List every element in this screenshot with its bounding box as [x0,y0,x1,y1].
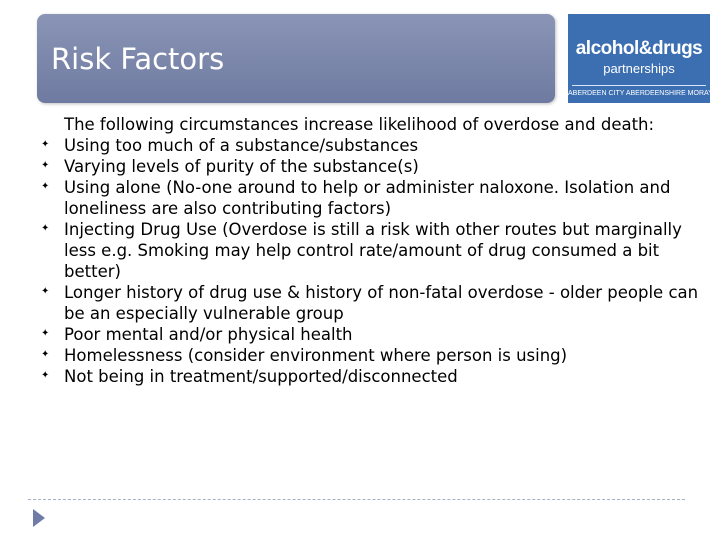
list-item [40,156,705,177]
bullet-icon: ✦ [41,223,50,234]
logo-regions-text: ABERDEEN CITY ABERDEENSHIRE MORAY [568,90,713,97]
bullet-icon: ✦ [41,181,50,192]
list-item-text: Using alone (No-one around to help or administer naloxone. Isolation and loneliness are also contributing factors) [64,178,671,218]
list-item-text: Using too much of a substance/substances [64,136,419,155]
bullet-icon: ✦ [41,370,50,381]
list-item [40,345,705,366]
risk-factor-list [40,135,705,387]
list-item [40,135,705,156]
list-item-text: Varying levels of purity of the substance(s) [64,157,419,176]
logo-divider [572,85,706,86]
logo-main-text: alcohol&drugs [575,38,703,59]
list-item [40,219,705,282]
bullet-icon: ✦ [41,286,50,297]
bullet-icon: ✦ [41,349,50,360]
footer-divider [28,499,685,500]
list-item [40,282,705,324]
logo-sub-text: partnerships [603,61,675,76]
slide-content [40,114,705,387]
title-bar [37,14,555,103]
partnership-logo [568,14,713,103]
list-item-text: Injecting Drug Use (Overdose is still a risk with other routes but marginally less e.g. Smoking may help control rate/amount of drug consumed a bit better) [64,220,682,281]
bullet-icon: ✦ [41,160,50,171]
list-item-text: Poor mental and/or physical health [64,325,353,344]
page-title: Risk Factors [51,42,225,76]
bullet-icon: ✦ [41,139,50,150]
intro-text: The following circumstances increase likelihood of overdose and death: [64,115,655,134]
list-item [40,177,705,219]
list-item [40,324,705,345]
list-item-text: Longer history of drug use & history of non-fatal overdose - older people can be an especially vulnerable group [64,283,699,323]
bullet-icon: ✦ [41,328,50,339]
list-item [40,366,705,387]
play-arrow-icon[interactable] [33,509,45,527]
list-item-text: Homelessness (consider environment where person is using) [64,346,568,365]
list-item-text: Not being in treatment/supported/disconnected [64,367,458,386]
